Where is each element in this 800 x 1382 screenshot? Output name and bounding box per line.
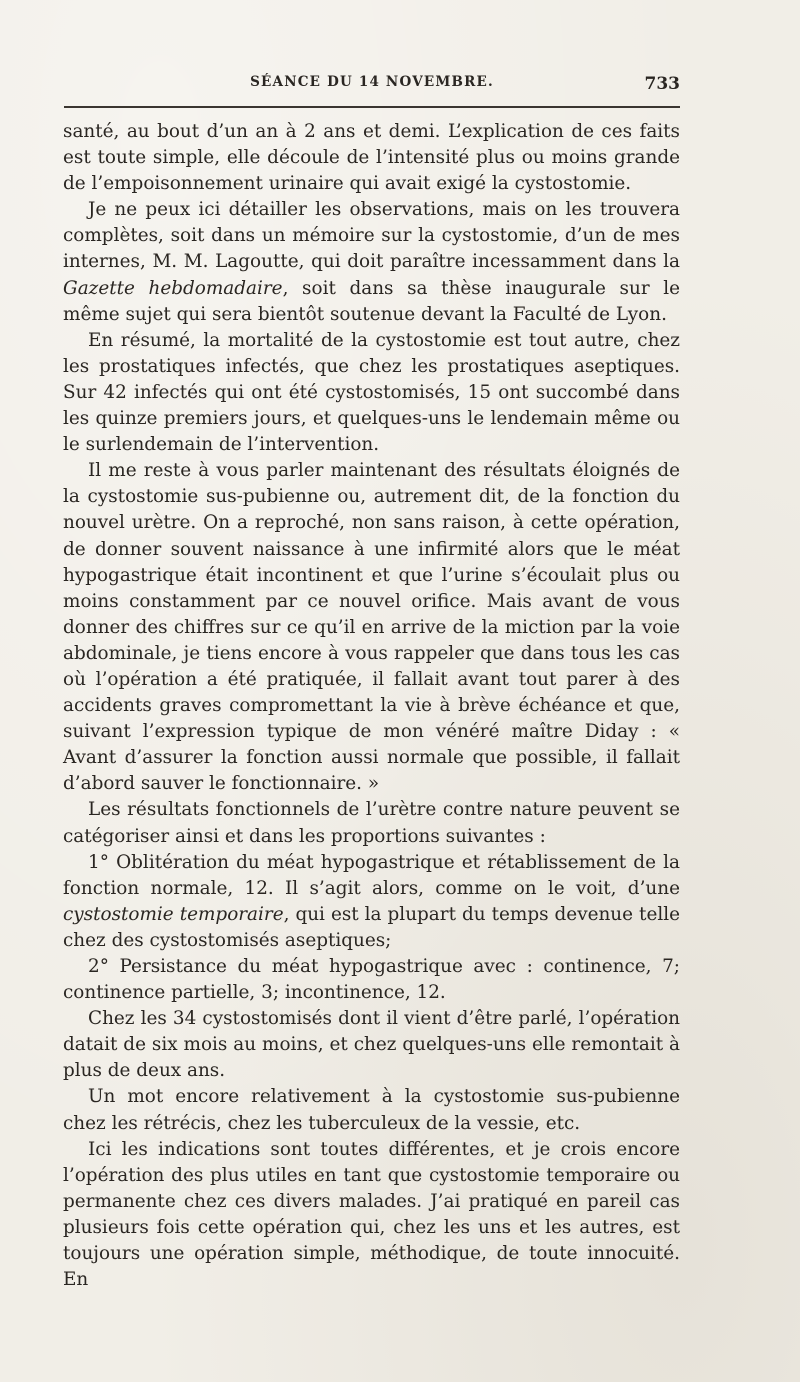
emphasized-term: cystostomie temporaire xyxy=(63,903,284,925)
paragraph-8 xyxy=(63,1006,680,1084)
paragraph-text: Les résultats fonctionnels de l’urètre contre nature peuvent se catégoriser ainsi et dans les proportions suivantes : xyxy=(63,799,680,847)
header-rule xyxy=(64,106,680,108)
paragraph-7 xyxy=(63,954,680,1006)
paragraph-text: santé, au bout d’un an à 2 ans et demi. L’explication de ces faits est toute simple, elle découle de l’intensité plus ou moins grande de l’empoisonnement urinaire qui avait exigé la cystostomie. xyxy=(63,121,680,195)
body-text xyxy=(63,119,680,1293)
journal-title: Gazette hebdomadaire xyxy=(63,277,283,299)
paragraph-9 xyxy=(63,1084,680,1136)
paragraph-4 xyxy=(63,458,680,797)
paragraph-text: Il me reste à vous parler maintenant des résultats éloignés de la cystostomie sus-pubienne ou, autrement dit, de la fonction du nouvel urètre. On a reproché, non sans raison, à cette opération, de donner souvent naissance à une infirmité alors que le méat hypogastrique était incontinent et que l’urine s’écoulait plus ou moins constamment par ce nouvel orifice. Mais avant de vous donner des chiffres sur ce qu’il en arrive de la miction par la voie abdominale, je tiens encore à vous rappeler que dans tous les cas où l’opération a été pratiquée, il fallait avant tout parer à des accidents graves compromettant la vie à brève échéance et que, suivant l’expression typique de mon vénéré maître Diday : « Avant d’assurer la fonction aussi normale que possible, il fallait d’abord sauver le fonctionnaire. » xyxy=(63,460,680,795)
paragraph-text: Je ne peux ici détailler les observations, mais on les trouvera complètes, soit dans un mémoire sur la cystostomie, d’un de mes internes, M. M. Lagoutte, qui doit paraître incessamment dans la xyxy=(63,199,680,273)
paragraph-text: En résumé, la mortalité de la cystostomie est tout autre, chez les prostatiques infectés, que chez les prostatiques aseptiques. Sur 42 infectés qui ont été cystostomisés, 15 ont succombé dans les quinze premiers jours, et quelques-uns le lendemain même ou le surlendemain de l’intervention. xyxy=(63,329,680,456)
paragraph-3 xyxy=(63,328,680,458)
paragraph-text: 1° Oblitération du méat hypogastrique et rétablissement de la fonction normale, 12. Il s’agit alors, comme on le voit, d’une xyxy=(63,851,680,899)
paragraph-text: Un mot encore relativement à la cystostomie sus-pubienne chez les rétrécis, chez les tuberculeux de la vessie, etc. xyxy=(63,1086,680,1134)
running-title: SÉANCE DU 14 NOVEMBRE. xyxy=(250,74,494,90)
paragraph-5 xyxy=(63,797,680,849)
paragraph-10 xyxy=(63,1137,680,1294)
paragraph-text: Ici les indications sont toutes différentes, et je crois encore l’opération des plus utiles en tant que cystostomie temporaire ou permanente chez ces divers malades. J’ai pratiqué en pareil cas plusieurs fois cette opération qui, chez les uns et les autres, est toujours une opération simple, méthodique, de toute innocuité. En xyxy=(63,1138,680,1291)
paragraph-1 xyxy=(63,119,680,197)
page-number: 733 xyxy=(644,74,680,94)
paragraph-text: Chez les 34 cystostomisés dont il vient d’être parlé, l’opération datait de six mois au moins, et chez quelques-uns elle remontait à plus de deux ans. xyxy=(63,1008,680,1082)
paragraph-text: , soit dans sa thèse inaugurale sur le même sujet qui sera bientôt soutenue devant la Faculté de Lyon. xyxy=(63,277,681,325)
paragraph-2 xyxy=(63,197,680,327)
paragraph-6 xyxy=(63,850,680,954)
paragraph-text: 2° Persistance du méat hypogastrique avec : continence, 7; continence partielle, 3; incontinence, 12. xyxy=(63,956,680,1004)
paragraph-text: , qui est la plupart du temps devenue telle chez des cystostomisés aseptiques; xyxy=(63,903,680,951)
page-header xyxy=(64,74,680,100)
